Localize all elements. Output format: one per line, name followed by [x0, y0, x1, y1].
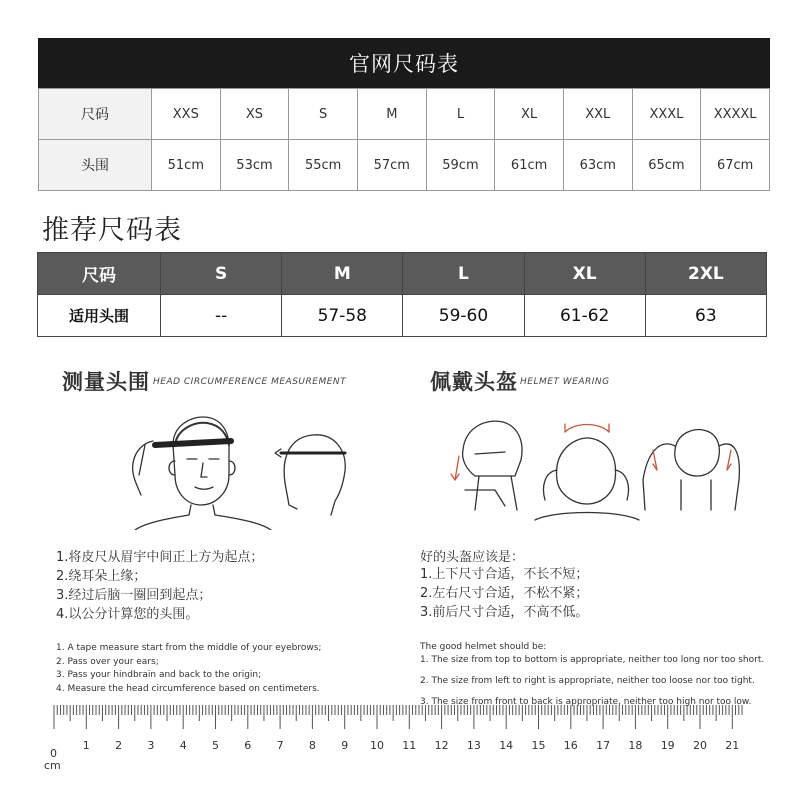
rec-size-label: 尺码: [38, 253, 161, 295]
list-item: 3. Pass your hindbrain and back to the origin;: [56, 670, 262, 680]
wearing-intro-cn: 好的头盔应该是：: [420, 550, 525, 565]
list-item: 1. A tape measure start from the middle of your eyebrows;: [56, 643, 322, 653]
size-cell: XXXXL: [701, 89, 770, 140]
recommended-head-row: [38, 295, 767, 337]
head-cell: 61cm: [495, 140, 564, 191]
wearing-steps-cn: [420, 565, 588, 622]
official-size-chart: [38, 38, 770, 191]
list-item: 2.绕耳朵上缘；: [56, 569, 147, 584]
size-cell: M: [357, 89, 426, 140]
head-cell: 53cm: [220, 140, 289, 191]
rec-size-cell: M: [282, 253, 403, 295]
ruler-number: 7: [276, 739, 284, 752]
rec-size-cell: S: [161, 253, 282, 295]
ruler-number: 16: [563, 739, 578, 752]
ruler-number: 9: [341, 739, 349, 752]
rec-head-cell: 57-58: [282, 295, 403, 337]
ruler-number: 20: [693, 739, 707, 752]
ruler-number: 14: [499, 739, 514, 752]
list-item: 2. Pass over your ears;: [56, 656, 159, 667]
size-cell: XXL: [563, 89, 632, 140]
wearing-intro-en: The good helmet should be:: [420, 642, 547, 652]
ruler-number: 2: [115, 739, 123, 752]
official-head-row: [39, 140, 770, 191]
wearing-steps-en: [420, 654, 764, 709]
rec-size-cell: 2XL: [645, 253, 766, 295]
ruler-number: 15: [531, 739, 546, 752]
recommended-size-table: [37, 252, 767, 337]
list-item: 4.以公分计算您的头围。: [56, 607, 199, 622]
list-item: 3. The size from front to back is appropriate, neither too high nor too low.: [420, 697, 752, 707]
rec-head-cell: 61-62: [524, 295, 645, 337]
size-cell: XXXL: [632, 89, 701, 140]
helmet-wearing-illustration-icon: [445, 410, 745, 530]
list-item: 1.将皮尺从眉宇中间正上方为起点；: [56, 550, 264, 565]
ruler-number: 8: [308, 739, 316, 752]
head-cell: 65cm: [632, 140, 701, 191]
ruler-number: 21: [725, 739, 740, 752]
size-cell: L: [426, 89, 495, 140]
ruler-number: 19: [660, 739, 675, 752]
head-cell: 59cm: [426, 140, 495, 191]
measure-steps-cn: [56, 548, 263, 624]
list-item: 3.经过后脑一圈回到起点；: [56, 588, 212, 603]
ruler-unit-label: cm: [44, 759, 61, 772]
ruler-number: 5: [212, 739, 219, 752]
measure-subtitle: HEAD CIRCUMFERENCE MEASUREMENT: [153, 377, 347, 387]
rec-head-cell: 59-60: [403, 295, 524, 337]
ruler-number: 10: [370, 739, 384, 752]
measure-steps-en: [56, 642, 321, 696]
list-item: 3.前后尺寸合适，不高不低。: [420, 605, 589, 620]
ruler-number: 13: [466, 739, 481, 752]
ruler-number: 1: [82, 739, 90, 752]
size-cell: S: [289, 89, 358, 140]
wearing-title: 佩戴头盔: [430, 370, 518, 394]
rec-head-cell: 63: [645, 295, 766, 337]
head-cell: 63cm: [563, 140, 632, 191]
rec-size-cell: XL: [524, 253, 645, 295]
head-cell: 55cm: [289, 140, 358, 191]
ruler-zero-label: 0: [50, 747, 57, 760]
rec-size-cell: L: [403, 253, 524, 295]
official-chart-title: 官网尺码表: [38, 38, 770, 88]
ruler-number: 12: [434, 739, 449, 752]
head-row-label: 头围: [39, 140, 152, 191]
recommended-chart-title: 推荐尺码表: [42, 215, 182, 246]
head-cell: 67cm: [701, 140, 770, 191]
rec-head-cell: --: [161, 295, 282, 337]
wearing-subtitle: HELMET WEARING: [520, 377, 610, 387]
list-item: 1.上下尺寸合适，不长不短；: [420, 567, 589, 582]
official-size-row: [39, 89, 770, 140]
list-item: 4. Measure the head circumference based on centimeters.: [56, 683, 320, 694]
list-item: 1. The size from top to bottom is appropriate, neither too long nor too short.: [420, 655, 765, 665]
head-cell: 57cm: [357, 140, 426, 191]
size-row-label: 尺码: [39, 89, 152, 140]
head-measure-illustration-icon: [95, 405, 355, 530]
ruler-number: 11: [402, 739, 417, 752]
ruler-number: 4: [179, 739, 187, 752]
ruler-number: 3: [147, 739, 155, 752]
size-cell: XS: [220, 89, 289, 140]
ruler-number: 6: [244, 739, 252, 752]
list-item: 2. The size from left to right is appropriate, neither too loose nor too tight.: [420, 676, 755, 686]
head-cell: 51cm: [152, 140, 221, 191]
recommended-size-row: [38, 253, 767, 295]
official-size-table: [38, 88, 770, 191]
ruler-number: 18: [628, 739, 643, 752]
rec-head-label: 适用头围: [38, 295, 161, 337]
ruler-number: 17: [596, 739, 611, 752]
size-cell: XXS: [152, 89, 221, 140]
ruler: [46, 703, 746, 755]
list-item: 2.左右尺寸合适，不松不紧；: [420, 586, 589, 601]
measure-title: 测量头围: [62, 370, 150, 394]
size-cell: XL: [495, 89, 564, 140]
